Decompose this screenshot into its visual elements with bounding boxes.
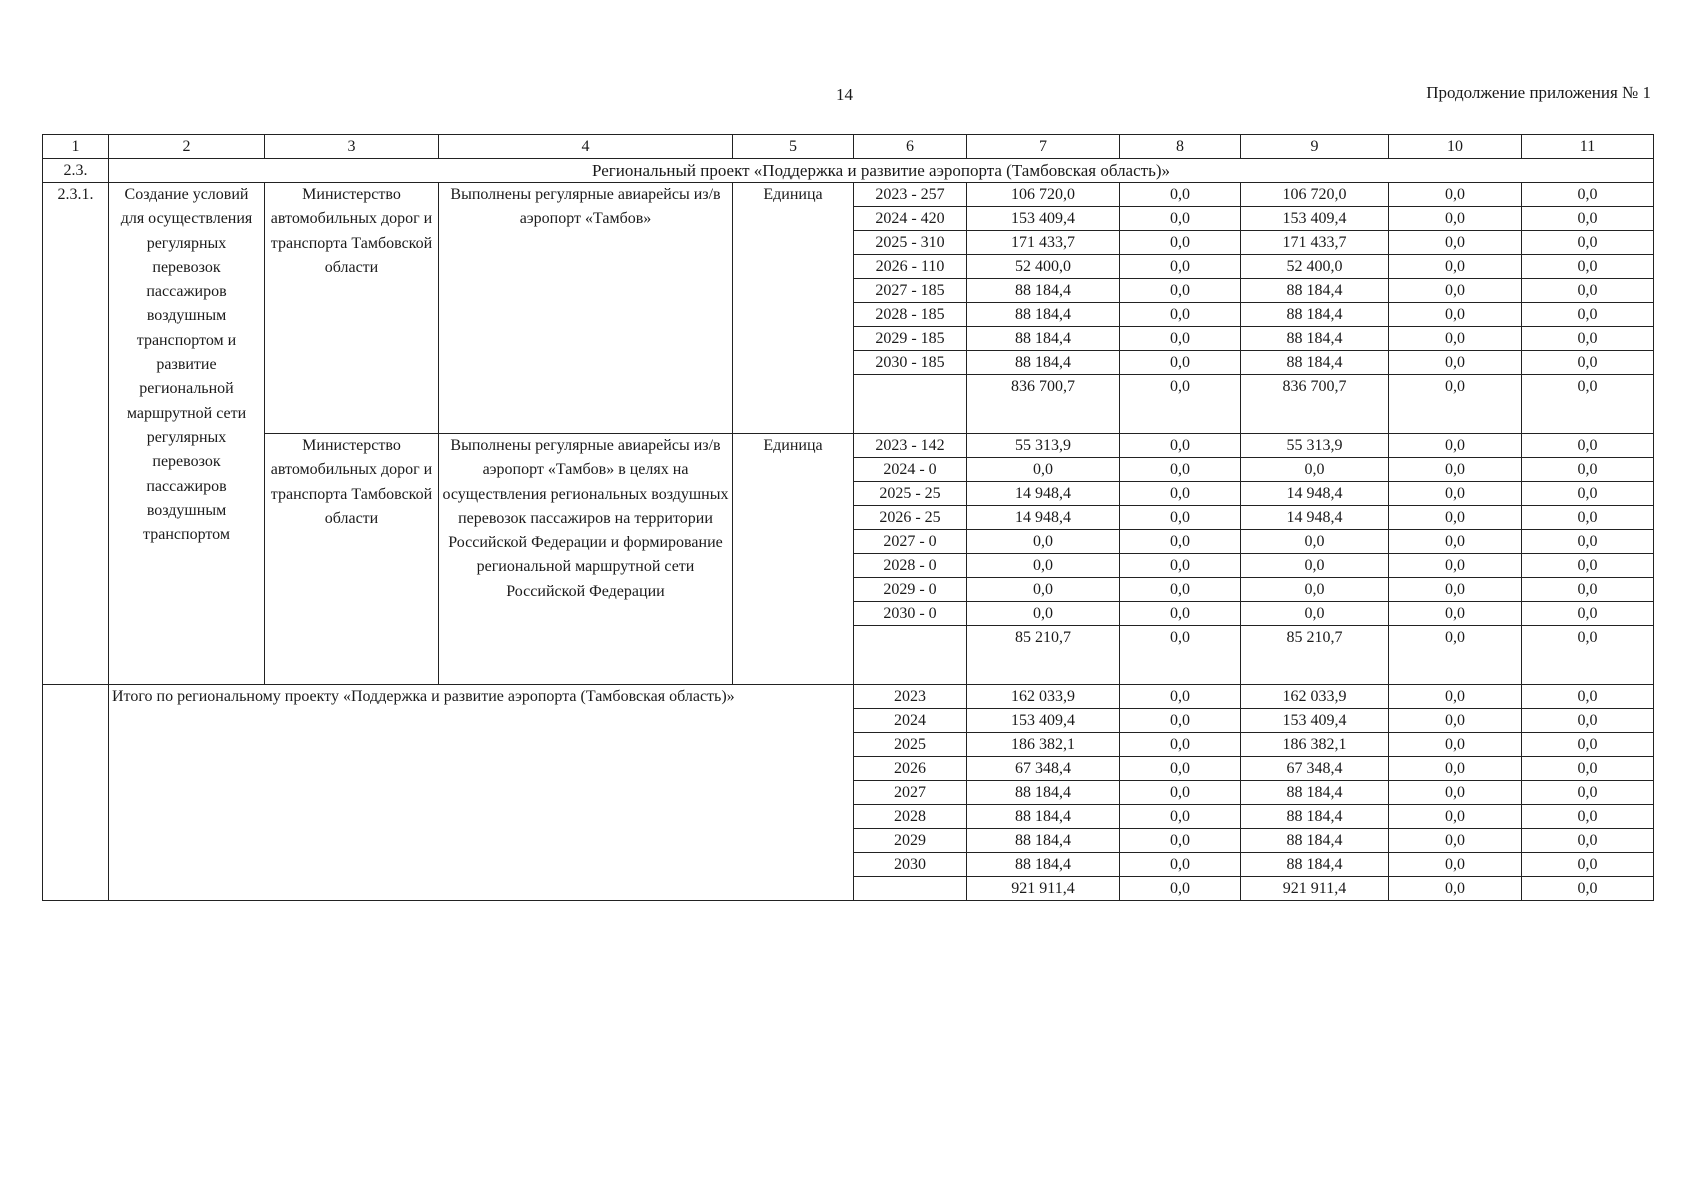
value-c8: 0,0: [1120, 578, 1241, 602]
value-c9: 0,0: [1241, 530, 1389, 554]
year-value: 2024 - 420: [854, 207, 967, 231]
col-header-10: 10: [1389, 135, 1522, 159]
value-c10: 0,0: [1389, 458, 1522, 482]
year-value: 2027 - 0: [854, 530, 967, 554]
value-c10: 0,0: [1389, 207, 1522, 231]
value-c11: 0,0: [1522, 506, 1654, 530]
value-c9: 55 313,9: [1241, 434, 1389, 458]
year-value: 2030 - 0: [854, 602, 967, 626]
value-c9: 153 409,4: [1241, 709, 1389, 733]
value-c7: 153 409,4: [967, 207, 1120, 231]
value-c10: 0,0: [1389, 327, 1522, 351]
value-c11: 0,0: [1522, 231, 1654, 255]
value-c10: 0,0: [1389, 482, 1522, 506]
value-c7: 88 184,4: [967, 303, 1120, 327]
column-header-row: [43, 135, 1654, 159]
value-c8: 0,0: [1120, 805, 1241, 829]
section-number: 2.3.: [43, 159, 109, 183]
unit-of-measure: Единица: [733, 183, 854, 434]
budget-table: [42, 134, 1654, 901]
value-c9: 0,0: [1241, 602, 1389, 626]
value-c10: 0,0: [1389, 733, 1522, 757]
value-c7: 14 948,4: [967, 482, 1120, 506]
value-c11: 0,0: [1522, 877, 1654, 901]
responsible-executor: Министерство автомобильных дорог и транспорта Тамбовской области: [265, 434, 439, 685]
value-c10: 0,0: [1389, 554, 1522, 578]
value-c11: 0,0: [1522, 757, 1654, 781]
value-c11: 0,0: [1522, 709, 1654, 733]
value-c8: 0,0: [1120, 877, 1241, 901]
table-body: [43, 135, 1654, 901]
result-description: Выполнены регулярные авиарейсы из/в аэропорт «Тамбов» в целях на осуществления региональных воздушных перевозок пассажиров на территории Российской Федерации и формирование региональной маршрутной сети Российской Федерации: [439, 434, 733, 685]
value-c8: 0,0: [1120, 757, 1241, 781]
value-c11: 0,0: [1522, 853, 1654, 877]
value-c7: 162 033,9: [967, 685, 1120, 709]
value-c10: 0,0: [1389, 351, 1522, 375]
value-c8: 0,0: [1120, 709, 1241, 733]
value-c7: 186 382,1: [967, 733, 1120, 757]
value-c10: 0,0: [1389, 279, 1522, 303]
value-c9: 85 210,7: [1241, 626, 1389, 685]
table-row: [43, 183, 1654, 207]
value-c11: 0,0: [1522, 685, 1654, 709]
value-c11: 0,0: [1522, 458, 1654, 482]
value-c7: 836 700,7: [967, 375, 1120, 434]
value-c9: 88 184,4: [1241, 351, 1389, 375]
value-c11: 0,0: [1522, 351, 1654, 375]
col-header-2: 2: [109, 135, 265, 159]
value-c8: 0,0: [1120, 506, 1241, 530]
value-c9: 88 184,4: [1241, 829, 1389, 853]
value-c9: 106 720,0: [1241, 183, 1389, 207]
value-c10: 0,0: [1389, 231, 1522, 255]
col-header-4: 4: [439, 135, 733, 159]
value-c8: 0,0: [1120, 554, 1241, 578]
value-c8: 0,0: [1120, 375, 1241, 434]
value-c11: 0,0: [1522, 255, 1654, 279]
year-value-empty: [854, 626, 967, 685]
year-value: 2024: [854, 709, 967, 733]
value-c8: 0,0: [1120, 458, 1241, 482]
value-c10: 0,0: [1389, 781, 1522, 805]
value-c10: 0,0: [1389, 375, 1522, 434]
value-c9: 67 348,4: [1241, 757, 1389, 781]
year-value: 2029: [854, 829, 967, 853]
value-c7: 85 210,7: [967, 626, 1120, 685]
value-c11: 0,0: [1522, 303, 1654, 327]
value-c7: 88 184,4: [967, 829, 1120, 853]
value-c8: 0,0: [1120, 255, 1241, 279]
year-value: 2023 - 257: [854, 183, 967, 207]
col-header-7: 7: [967, 135, 1120, 159]
value-c10: 0,0: [1389, 877, 1522, 901]
page-number: 14: [836, 85, 853, 104]
year-value: 2026: [854, 757, 967, 781]
col-header-5: 5: [733, 135, 854, 159]
item-description: Создание условий для осуществления регулярных перевозок пассажиров воздушным транспортом и развитие региональной маршрутной сети регулярных перевозок пассажиров воздушным транспортом: [109, 183, 265, 685]
item-number: 2.3.1.: [43, 183, 109, 685]
value-c8: 0,0: [1120, 602, 1241, 626]
year-value: 2028: [854, 805, 967, 829]
value-c9: 0,0: [1241, 458, 1389, 482]
value-c7: 0,0: [967, 554, 1120, 578]
section-row: [43, 159, 1654, 183]
value-c10: 0,0: [1389, 578, 1522, 602]
value-c9: 0,0: [1241, 554, 1389, 578]
col-header-6: 6: [854, 135, 967, 159]
value-c9: 186 382,1: [1241, 733, 1389, 757]
value-c11: 0,0: [1522, 829, 1654, 853]
value-c8: 0,0: [1120, 482, 1241, 506]
result-description: Выполнены регулярные авиарейсы из/в аэропорт «Тамбов»: [439, 183, 733, 434]
value-c8: 0,0: [1120, 207, 1241, 231]
value-c7: 0,0: [967, 578, 1120, 602]
value-c7: 0,0: [967, 530, 1120, 554]
value-c7: 88 184,4: [967, 781, 1120, 805]
value-c10: 0,0: [1389, 530, 1522, 554]
value-c10: 0,0: [1389, 303, 1522, 327]
value-c11: 0,0: [1522, 781, 1654, 805]
continuation-note: Продолжение приложения № 1: [1426, 83, 1651, 102]
value-c7: 67 348,4: [967, 757, 1120, 781]
value-c9: 88 184,4: [1241, 279, 1389, 303]
value-c7: 88 184,4: [967, 853, 1120, 877]
value-c11: 0,0: [1522, 578, 1654, 602]
value-c10: 0,0: [1389, 709, 1522, 733]
year-value: 2027 - 185: [854, 279, 967, 303]
value-c10: 0,0: [1389, 829, 1522, 853]
col-header-9: 9: [1241, 135, 1389, 159]
value-c11: 0,0: [1522, 626, 1654, 685]
value-c9: 88 184,4: [1241, 805, 1389, 829]
year-value: 2028 - 0: [854, 554, 967, 578]
value-c11: 0,0: [1522, 530, 1654, 554]
year-value-empty: [854, 375, 967, 434]
value-c10: 0,0: [1389, 602, 1522, 626]
value-c7: 106 720,0: [967, 183, 1120, 207]
year-value: 2029 - 0: [854, 578, 967, 602]
value-c11: 0,0: [1522, 279, 1654, 303]
col-header-8: 8: [1120, 135, 1241, 159]
value-c9: 14 948,4: [1241, 506, 1389, 530]
value-c11: 0,0: [1522, 434, 1654, 458]
value-c9: 88 184,4: [1241, 327, 1389, 351]
value-c10: 0,0: [1389, 183, 1522, 207]
value-c10: 0,0: [1389, 255, 1522, 279]
value-c7: 52 400,0: [967, 255, 1120, 279]
value-c8: 0,0: [1120, 626, 1241, 685]
value-c9: 836 700,7: [1241, 375, 1389, 434]
year-value: 2025 - 310: [854, 231, 967, 255]
value-c11: 0,0: [1522, 602, 1654, 626]
value-c8: 0,0: [1120, 351, 1241, 375]
value-c11: 0,0: [1522, 805, 1654, 829]
value-c11: 0,0: [1522, 733, 1654, 757]
year-value-empty: [854, 877, 967, 901]
value-c10: 0,0: [1389, 626, 1522, 685]
year-value: 2023 - 142: [854, 434, 967, 458]
value-c7: 171 433,7: [967, 231, 1120, 255]
value-c8: 0,0: [1120, 530, 1241, 554]
year-value: 2027: [854, 781, 967, 805]
value-c8: 0,0: [1120, 303, 1241, 327]
value-c8: 0,0: [1120, 279, 1241, 303]
value-c7: 88 184,4: [967, 327, 1120, 351]
value-c9: 88 184,4: [1241, 303, 1389, 327]
value-c10: 0,0: [1389, 506, 1522, 530]
value-c7: 88 184,4: [967, 351, 1120, 375]
value-c7: 921 911,4: [967, 877, 1120, 901]
year-value: 2025 - 25: [854, 482, 967, 506]
value-c9: 921 911,4: [1241, 877, 1389, 901]
value-c11: 0,0: [1522, 183, 1654, 207]
value-c10: 0,0: [1389, 434, 1522, 458]
value-c11: 0,0: [1522, 482, 1654, 506]
year-value: 2028 - 185: [854, 303, 967, 327]
year-value: 2025: [854, 733, 967, 757]
value-c11: 0,0: [1522, 554, 1654, 578]
value-c7: 0,0: [967, 458, 1120, 482]
value-c11: 0,0: [1522, 327, 1654, 351]
value-c8: 0,0: [1120, 231, 1241, 255]
col-header-3: 3: [265, 135, 439, 159]
year-value: 2029 - 185: [854, 327, 967, 351]
value-c10: 0,0: [1389, 757, 1522, 781]
section-title: Региональный проект «Поддержка и развитие аэропорта (Тамбовская область)»: [109, 159, 1654, 183]
value-c7: 0,0: [967, 602, 1120, 626]
value-c9: 153 409,4: [1241, 207, 1389, 231]
value-c9: 52 400,0: [1241, 255, 1389, 279]
value-c9: 14 948,4: [1241, 482, 1389, 506]
responsible-executor: Министерство автомобильных дорог и транспорта Тамбовской области: [265, 183, 439, 434]
value-c8: 0,0: [1120, 853, 1241, 877]
year-value: 2026 - 25: [854, 506, 967, 530]
value-c7: 153 409,4: [967, 709, 1120, 733]
year-value: 2026 - 110: [854, 255, 967, 279]
value-c9: 171 433,7: [1241, 231, 1389, 255]
value-c11: 0,0: [1522, 375, 1654, 434]
value-c7: 88 184,4: [967, 805, 1120, 829]
value-c7: 55 313,9: [967, 434, 1120, 458]
col-header-1: 1: [43, 135, 109, 159]
value-c8: 0,0: [1120, 829, 1241, 853]
summary-row: [43, 685, 1654, 709]
year-value: 2030: [854, 853, 967, 877]
value-c8: 0,0: [1120, 434, 1241, 458]
value-c9: 88 184,4: [1241, 853, 1389, 877]
value-c9: 0,0: [1241, 578, 1389, 602]
year-value: 2023: [854, 685, 967, 709]
year-value: 2024 - 0: [854, 458, 967, 482]
value-c8: 0,0: [1120, 183, 1241, 207]
value-c8: 0,0: [1120, 685, 1241, 709]
year-value: 2030 - 185: [854, 351, 967, 375]
table-row: [43, 434, 1654, 458]
unit-of-measure: Единица: [733, 434, 854, 685]
value-c10: 0,0: [1389, 805, 1522, 829]
value-c9: 88 184,4: [1241, 781, 1389, 805]
col-header-11: 11: [1522, 135, 1654, 159]
value-c7: 88 184,4: [967, 279, 1120, 303]
value-c8: 0,0: [1120, 327, 1241, 351]
value-c10: 0,0: [1389, 853, 1522, 877]
value-c10: 0,0: [1389, 685, 1522, 709]
value-c7: 14 948,4: [967, 506, 1120, 530]
value-c11: 0,0: [1522, 207, 1654, 231]
value-c9: 162 033,9: [1241, 685, 1389, 709]
value-c8: 0,0: [1120, 733, 1241, 757]
summary-label: Итого по региональному проекту «Поддержка и развитие аэропорта (Тамбовская область)»: [109, 685, 854, 901]
summary-number-empty: [43, 685, 109, 901]
value-c8: 0,0: [1120, 781, 1241, 805]
